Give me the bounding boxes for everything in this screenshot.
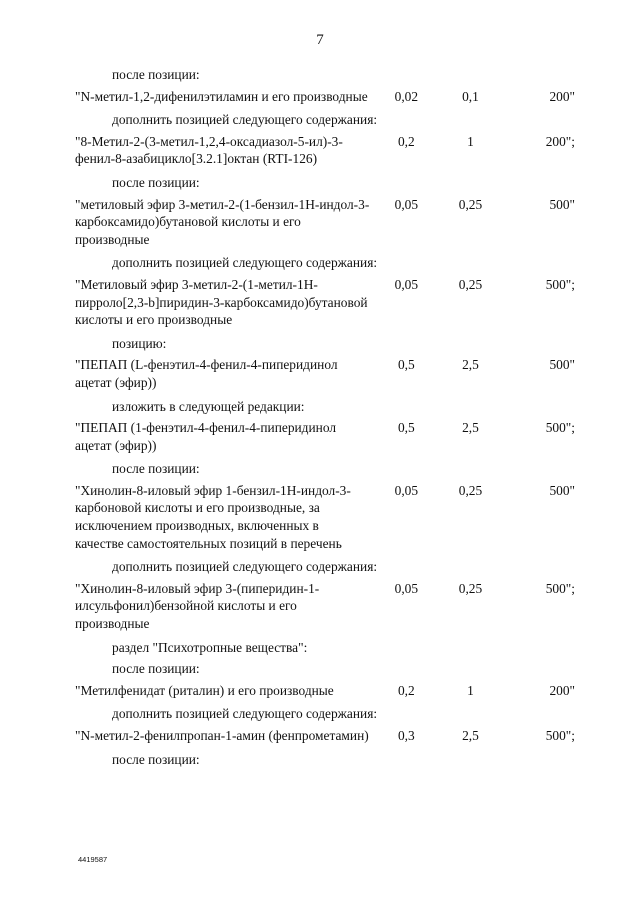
substance-name: "Хинолин-8-иловый эфир 3-(пиперидин-1-илсульфонил)бензойной кислоты и его производные [75,580,320,632]
value-column-1: 0,05 [394,276,419,292]
substance-row [75,276,575,329]
substance-row [75,356,575,391]
instruction-line: раздел "Психотропные вещества": [112,639,308,655]
value-column-3: 500" [549,196,575,212]
substance-row [75,482,575,552]
value-column-3: 500"; [545,276,575,292]
value-column-1: 0,05 [394,196,419,212]
value-column-3: 500"; [545,580,575,596]
spacer [75,768,575,772]
value-column-3: 500"; [545,728,575,743]
value-column-2: 1 [467,133,474,149]
substance-name: "N-метил-2-фенилпропан-1-амин (фенпрометамин) [75,728,369,743]
value-column-2: 0,25 [458,196,483,212]
value-column-1: 0,3 [397,728,415,743]
substance-row [75,727,575,745]
value-column-1: 0,2 [397,682,415,698]
instruction-line: после позиции: [112,174,200,190]
substance-row [75,682,575,700]
value-column-2: 2,5 [462,420,479,436]
substance-name: "Хинолин-8-иловый эфир 1-бензил-1H-индол-3-карбоновой кислоты и его производные, за исключением производных, включенных в качестве самостоятельных позиций в перечень [75,482,351,551]
value-column-3: 500" [549,482,575,498]
instruction-line: после позиции: [112,751,200,767]
substance-row [75,419,575,454]
value-column-1: 0,05 [394,580,419,596]
instruction-line: после позиции: [112,461,200,477]
substance-row [75,580,575,633]
value-column-3: 200" [549,88,575,104]
substance-name: "Метиловый эфир 3-метил-2-(1-метил-1H-пирроло[2,3-b]пиридин-3-карбоксамидо)бутановой кислоты и его производные [75,276,368,328]
substance-name: "ПЕПАП (L-фенэтил-4-фенил-4-пиперидинол ацетат (эфир)) [75,357,338,390]
value-column-2: 2,5 [462,728,479,743]
instruction-line: дополнить позицией следующего содержания: [112,559,378,575]
instruction-line: дополнить позицией следующего содержания: [112,706,378,722]
value-column-2: 0,25 [458,482,483,498]
value-column-3: 200"; [545,133,575,149]
instruction-line: после позиции: [112,67,200,82]
substance-name: "метиловый эфир 3-метил-2-(1-бензил-1H-индол-3-карбоксамидо)бутановой кислоты и его производные [75,196,370,247]
value-column-1: 0,05 [394,482,419,498]
value-column-3: 500"; [545,420,575,436]
substance-row [75,196,575,249]
substance-row [75,88,575,106]
instruction-line: позицию: [112,335,167,351]
instruction-line: дополнить позицией следующего содержания: [112,255,378,271]
instruction-line: после позиции: [112,661,200,677]
value-column-1: 0,5 [397,357,415,373]
value-column-2: 2,5 [462,357,479,373]
substance-name: "ПЕПАП (1-фенэтил-4-фенил-4-пиперидинол ацетат (эфир)) [75,420,337,453]
value-column-1: 0,02 [394,88,419,104]
value-column-3: 200" [549,682,575,698]
value-column-2: 0,25 [458,276,483,292]
value-column-2: 0,25 [458,580,483,596]
amendment-list [75,66,575,772]
value-column-1: 0,5 [397,420,415,436]
instruction-line: изложить в следующей редакции: [112,398,305,414]
value-column-1: 0,2 [397,133,415,149]
substance-name: "8-Метил-2-(3-метил-1,2,4-оксадиазол-5-ил)-3-фенил-8-азабицикло[3.2.1]октан (RTI-126) [75,133,343,167]
value-column-2: 1 [467,682,474,698]
instruction-line: дополнить позицией следующего содержания: [112,112,378,128]
value-column-2: 0,1 [462,88,479,104]
substance-name: "N-метил-1,2-дифенилэтиламин и его производные [75,88,368,104]
page-number: 7 [316,32,324,48]
substance-row [75,133,575,168]
substance-name: "Метилфенидат (риталин) и его производные [75,682,334,698]
document-code: 4419587 [78,855,108,864]
value-column-3: 500" [549,357,575,373]
